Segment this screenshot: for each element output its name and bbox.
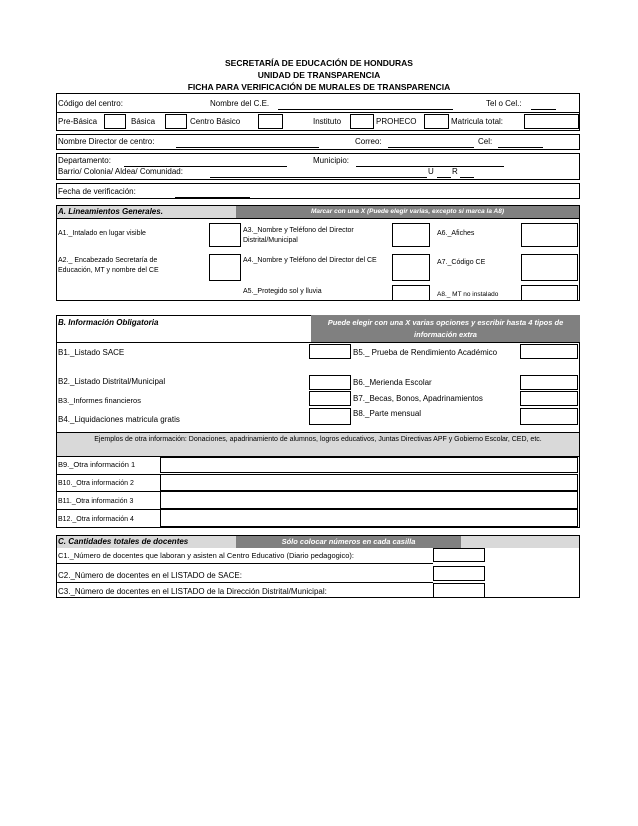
b-examples: Ejemplos de otra información: Donaciones, apadrinamiento de alumnos, logros educativos, Juntas Directivas APF y Gobierno Escolar, CED, etc. [94, 436, 542, 443]
a7-label: A7._Código CE [437, 259, 486, 266]
b1-checkbox[interactable] [309, 344, 351, 359]
instituto-label: Instituto [313, 117, 342, 126]
a2-checkbox[interactable] [209, 254, 241, 281]
cel-field[interactable] [498, 147, 543, 148]
b8-label: B8._Parte mensual [353, 409, 422, 418]
b7-label: B7._Becas, Bonos, Apadrinamientos [353, 394, 483, 403]
b3-checkbox[interactable] [309, 391, 351, 406]
header-line-1: SECRETARÍA DE EDUCACIÓN DE HONDURAS [225, 58, 413, 68]
b5-checkbox[interactable] [520, 344, 578, 359]
section-b-note: Puede elegir con una X varias opciones y escribir hasta 4 tipos de información extra [311, 315, 580, 342]
a8-checkbox[interactable] [521, 285, 578, 301]
b4-label: B4._Liquidaciones matricula gratis [58, 415, 180, 424]
header-line-2: UNIDAD DE TRANSPARENCIA [257, 70, 381, 80]
header-line-3: FICHA PARA VERIFICACIÓN DE MURALES DE TRANSPARENCIA [187, 82, 451, 92]
section-c-title: C. Cantidades totales de docentes [58, 537, 189, 546]
u-field[interactable] [437, 177, 451, 178]
b10-field[interactable] [160, 474, 578, 491]
director-label: Nombre Director de centro: [58, 137, 155, 146]
c1-field[interactable] [433, 548, 485, 562]
c3-label: C3._Número de docentes en el LISTADO de la Dirección Distrital/Municipal: [58, 587, 327, 596]
b3-label: B3._Informes financieros [58, 396, 141, 405]
c2-label: C2._Número de docentes en el LISTADO de SACE: [58, 571, 242, 580]
b11-field[interactable] [160, 491, 578, 509]
fecha-field[interactable] [175, 197, 250, 198]
b7-checkbox[interactable] [520, 391, 578, 406]
section-c-note: Sólo colocar números en cada casilla [236, 536, 461, 548]
barrio-label: Barrio/ Colonia/ Aldea/ Comunidad: [58, 167, 183, 176]
a8-label: A8._ MT no instalado [437, 291, 499, 298]
fecha-label: Fecha de verificación: [58, 187, 136, 196]
b9-field[interactable] [160, 457, 578, 473]
a5-checkbox[interactable] [392, 285, 430, 301]
c1-label: C1._Número de docentes que laboran y asisten al Centro Educativo (Diario pedagogico): [58, 551, 355, 560]
basica-checkbox[interactable] [165, 114, 187, 129]
a4-label: A4._Nombre y Teléfono del Director del CE [243, 257, 377, 264]
codigo-centro-label: Código del centro: [58, 99, 123, 108]
matricula-label: Matricula total: [451, 117, 504, 126]
pre-basica-label: Pre-Básica [58, 117, 98, 126]
cel-label: Cel: [478, 137, 493, 146]
a7-checkbox[interactable] [521, 254, 578, 281]
section-a-note: Marcar con una X (Puede elegir varias, excepto si marca la A8) [236, 206, 579, 218]
departamento-label: Departamento: [58, 156, 111, 165]
b5-label: B5._ Prueba de Rendimiento Académico [353, 348, 498, 357]
b2-checkbox[interactable] [309, 375, 351, 390]
b4-checkbox[interactable] [309, 408, 351, 425]
nombre-ce-field[interactable] [278, 109, 453, 110]
a3-label: A3._Nombre y Teléfono del Director Distrital/Municipal [243, 227, 354, 244]
proheco-checkbox[interactable] [424, 114, 449, 129]
telefono-field[interactable] [531, 109, 556, 110]
nombre-ce-label: Nombre del C.E. [210, 99, 270, 108]
director-field[interactable] [176, 147, 319, 148]
matricula-field[interactable] [524, 114, 579, 129]
b6-checkbox[interactable] [520, 375, 578, 390]
b8-checkbox[interactable] [520, 408, 578, 425]
b1-label: B1._Listado SACE [58, 348, 125, 357]
a3-checkbox[interactable] [392, 223, 430, 247]
b12-label: B12._Otra información 4 [58, 516, 134, 523]
r-label: R [452, 167, 458, 176]
a1-checkbox[interactable] [209, 223, 241, 247]
instituto-checkbox[interactable] [350, 114, 374, 129]
b10-label: B10._Otra información 2 [58, 480, 134, 487]
section-a-title: A. Lineamientos Generales. [58, 207, 163, 216]
c2-field[interactable] [433, 566, 485, 581]
correo-field[interactable] [388, 147, 474, 148]
pre-basica-checkbox[interactable] [104, 114, 126, 129]
a6-label: A6._Afiches [437, 230, 475, 237]
basica-label: Básica [131, 117, 156, 126]
a5-label: A5._Protegido sol y lluvia [243, 288, 322, 295]
centro-basico-label: Centro Básico [190, 117, 241, 126]
u-label: U [428, 167, 434, 176]
b2-label: B2._Listado Distrital/Municipal [58, 377, 166, 386]
correo-label: Correo: [355, 137, 382, 146]
proheco-label: PROHECO [376, 117, 417, 126]
a1-label: A1._Intalado en lugar visible [58, 230, 146, 237]
b9-label: B9._Otra información 1 [58, 460, 136, 469]
municipio-label: Municipio: [313, 156, 350, 165]
a2-label: A2._ Encabezado Secretaría de Educación, MT y nombre del CE [58, 257, 159, 274]
section-b-title: B. Información Obligatoria [58, 318, 159, 327]
b12-field[interactable] [160, 509, 578, 527]
centro-basico-checkbox[interactable] [258, 114, 283, 129]
b6-label: B6._Merienda Escolar [353, 378, 432, 387]
b11-label: B11._Otra información 3 [58, 498, 134, 505]
a4-checkbox[interactable] [392, 254, 430, 281]
a6-checkbox[interactable] [521, 223, 578, 247]
telefono-label: Tel o Cel.: [486, 99, 522, 108]
c3-field[interactable] [433, 583, 485, 598]
r-field[interactable] [460, 177, 474, 178]
barrio-field[interactable] [210, 177, 427, 178]
